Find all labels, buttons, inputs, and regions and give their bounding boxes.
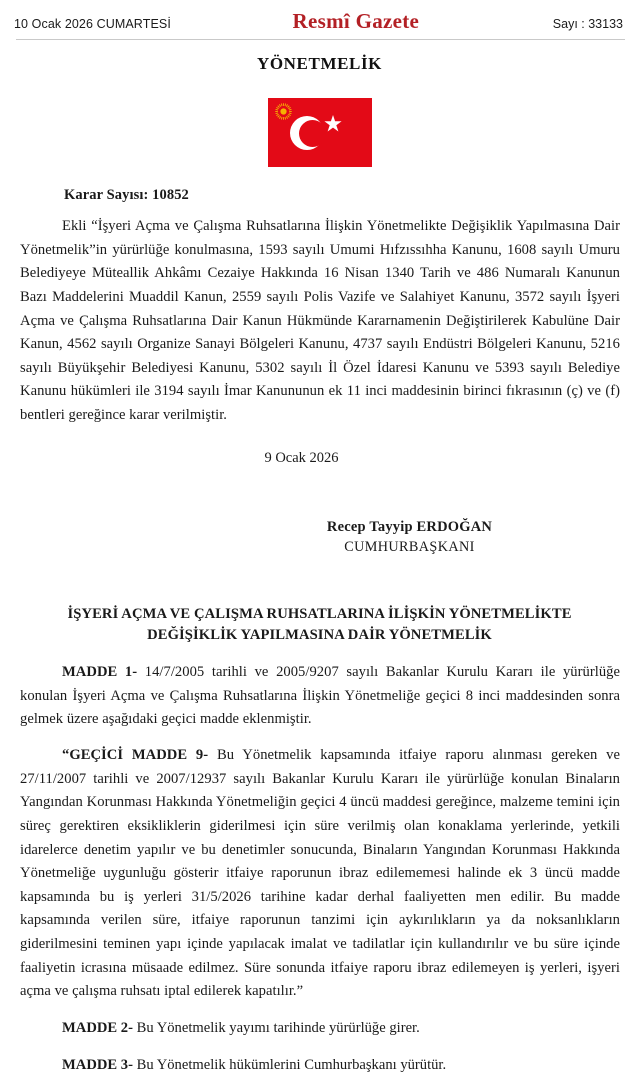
article-text: 14/7/2005 tarihli ve 2005/9207 sayılı Bakanlar Kurulu Kararı ile yürürlüğe konulan İşyeri Açma ve Çalışma Ruhsatlarına İlişkin Yönetmeliğe geçici 8 inci maddesinden sonra gelmek üzere aşağıdaki geçici madde eklenmiştir. bbox=[20, 664, 620, 728]
masthead-date: 10 Ocak 2026 CUMARTESİ bbox=[14, 17, 171, 31]
article-madde-1 bbox=[20, 661, 620, 732]
decision-number bbox=[0, 187, 639, 204]
signatory-role: CUMHURBAŞKANI bbox=[344, 538, 475, 555]
article-madde-3 bbox=[20, 1054, 620, 1077]
article-madde-2 bbox=[20, 1017, 620, 1041]
signatory-name: Recep Tayyip ERDOĞAN bbox=[326, 518, 493, 535]
article-number: MADDE 3- bbox=[62, 1056, 133, 1073]
signature-block bbox=[0, 519, 639, 556]
regulation-title-line-1: İŞYERİ AÇMA VE ÇALIŞMA RUHSATLARINA İLİŞKİN YÖNETMELİKTE bbox=[67, 605, 572, 622]
regulation-title-line-2: DEĞİŞİKLİK YAPILMASINA DAİR YÖNETMELİK bbox=[147, 626, 492, 643]
article-text: Bu Yönetmelik yayımı tarihinde yürürlüğe girer. bbox=[132, 1020, 420, 1037]
article-number: “GEÇİCİ MADDE 9- bbox=[62, 747, 209, 763]
article-gecici-madde-9 bbox=[20, 744, 620, 1004]
masthead-divider bbox=[16, 39, 625, 40]
crescent-cutout bbox=[299, 120, 326, 147]
turkish-flag-icon bbox=[268, 98, 372, 167]
sun-emblem-icon bbox=[275, 103, 292, 120]
decision-date: 9 Ocak 2026 bbox=[264, 449, 339, 466]
regulation-title bbox=[0, 604, 639, 646]
article-text: Bu Yönetmelik kapsamında itfaiye raporu alınması gereken ve 27/11/2007 tarihli ve 2007/12937 sayılı Bakanlar Kurulu Kararı ile yürürlüğe konulan Binaların Yangından Korunması Hakkında Yönetmeliğin geçici 4 üncü maddesi gereğince, malzeme temini için süreç gerektiren eksikliklerin giderilmesi için süre verilmiş olan konaklama yerlerinde, yetkili idarelerce denetim yapılır ve bu denetimler sonucunda, Binaların Yangından Korunması Hakkında Yönetmeliğe uygunluğu gösterir itfaiye raporunun ibraz edilememesi halinde ek 3 üncü madde kapsamında bu iş yerleri 31/5/2026 tarihine kadar derhal faaliyetten men edilir. Bu madde kapsamında verilen süre, itfaiye raporunun tanzimi için aykırılıkların ya da noksanlıkların giderilmesini teminen yapı içinde yapılacak imalat ve tadilatlar için kullandırılır ve bu süre içinde faaliyetin icrasına müsaade edilmez. Süre sonunda itfaiye raporu ibraz edilemeyen iş yerleri, işyeri açma ve çalışma ruhsatı iptal edilerek kapatılır.” bbox=[20, 747, 620, 1000]
decision-number-value: 10852 bbox=[152, 187, 189, 203]
masthead-issue-number: Sayı : 33133 bbox=[552, 17, 623, 31]
decision-number-label: Karar Sayısı: bbox=[64, 187, 149, 203]
article-number: MADDE 1- bbox=[62, 664, 138, 681]
masthead-publication-name: Resmî Gazete bbox=[292, 9, 420, 33]
masthead bbox=[0, 0, 639, 34]
article-text: Bu Yönetmelik hükümlerini Cumhurbaşkanı yürütür. bbox=[132, 1056, 447, 1073]
article-number: MADDE 2- bbox=[62, 1020, 133, 1037]
flag-container bbox=[0, 98, 639, 167]
page-title: YÖNETMELİK bbox=[256, 54, 383, 73]
decision-body-paragraph: Ekli “İşyeri Açma ve Çalışma Ruhsatlarına İlişkin Yönetmelikte Değişiklik Yapılmasına Dair Yönetmelik”in yürürlüğe konulmasına, 1593 sayılı Umumi Hıfzıssıhha Kanunu, 1608 sayılı Umuru Belediyeye Müteallik Ahkâmı Cezaiye Hakkında 16 Nisan 1340 Tarih ve 486 Numaralı Kanunun Bazı Maddelerini Muaddil Kanun, 2559 sayılı Polis Vazife ve Salahiyet Kanunu, 3572 sayılı İşyeri Açma ve Çalışma Ruhsatlarına Dair Kanun Hükmünde Kararnamenin Değiştirilerek Kabulüne Dair Kanun, 4562 sayılı Organize Sanayi Bölgeleri Kanunu, 4737 sayılı Endüstri Bölgeleri Kanunu, 5216 sayılı Büyükşehir Belediyesi Kanunu, 5302 sayılı İl Özel İdaresi Kanunu ve 5393 sayılı Belediye Kanunu hükümleri ile 3194 sayılı İmar Kanununun ek 11 inci maddesinin birinci fıkrasının (ç) ve (f) bentleri gereğince karar verilmiştir. bbox=[20, 218, 620, 424]
